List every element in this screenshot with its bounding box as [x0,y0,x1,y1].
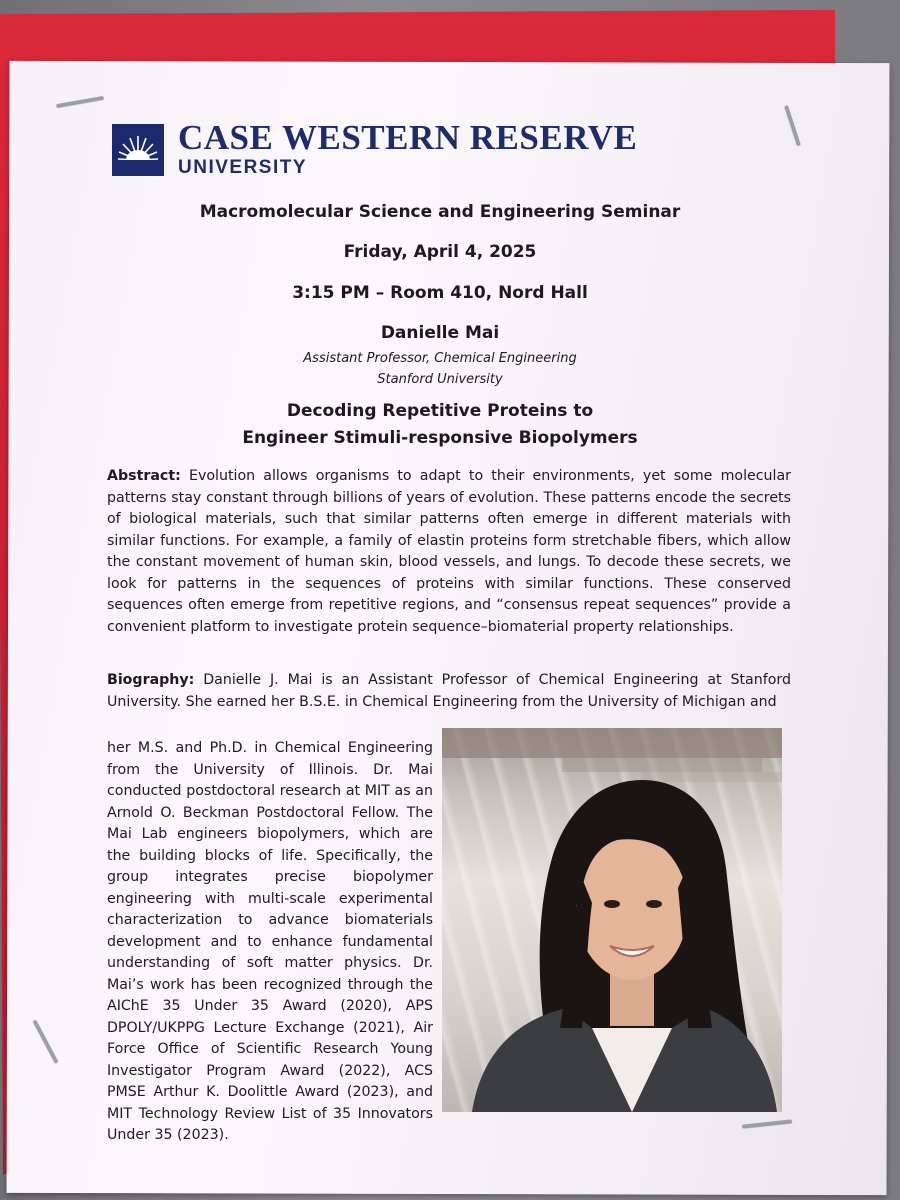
biography-column: her M.S. and Ph.D. in Chemical Engineering from the University of Illinois. Dr. Mai conducted postdoctoral research at MIT as an Arnold O. Beckman Postdoctoral Fellow. The Mai Lab engineers biopolymers, which are the building blocks of life. Specifically, the group integrates precise biopolymer engineering with multi-scale experimental characterization to advance biomaterials development and to enhance fundamental understanding of soft matter physics. Dr. Mai’s work has been recognized through the AIChE 35 Under 35 Award (2020), APS DPOLY/UKPPG Lecture Exchange (2021), Air Force Office of Scientific Research Young Investigator Program Award (2022), ACS PMSE Arthur K. Doolittle Award (2023), and MIT Technology Review List of 35 Innovators Under 35 (2023). [107,740,433,1143]
speaker-name: Danielle Mai [380,323,500,343]
university-wordmark [178,118,637,178]
talk-title-line2: Engineer Stimuli-responsive Biopolymers [242,428,638,448]
talk-title-line1: Decoding Repetitive Proteins to [286,401,594,421]
sunburst-seal-icon [112,124,164,176]
event-date: Friday, April 4, 2025 [343,242,537,262]
event-time-location: 3:15 PM – Room 410, Nord Hall [292,283,588,303]
university-logo [112,118,672,180]
university-subname: UNIVERSITY [178,157,308,178]
university-name: CASE WESTERN RESERVE [178,118,638,157]
biography-paragraph [107,670,791,713]
abstract-label: Abstract: [107,468,181,484]
talk-title [120,398,760,452]
abstract-text: Evolution allows organisms to adapt to their environments, yet some molecular patterns stay constant through billions of years of evolution. These patterns encode the secrets of biological materials, such that similar patterns often emerge in different materials with similar functions. For example, a family of elastin proteins form stretchable fibers, which allow the constant movement of human skin, blood vessels, and lungs. To decode these secrets, we look for patterns in the sequences of proteins with similar functions. These conserved sequences often emerge from repetitive regions, and “consensus repeat sequences” provide a convenient platform to investigate protein sequence–biomaterial property relationships. [107,468,791,635]
abstract-paragraph [107,466,791,638]
speaker-photo [442,728,782,1112]
speaker-affiliation: Stanford University [377,372,503,387]
speaker-title: Assistant Professor, Chemical Engineering [303,351,577,366]
seminar-series: Macromolecular Science and Engineering Seminar [199,202,681,222]
biography-text-top: Danielle J. Mai is an Assistant Professor of Chemical Engineering at Stanford University. She earned her B.S.E. in Chemical Engineering from the University of Michigan and [107,672,791,710]
speaker-role [120,348,760,390]
biography-label: Biography: [107,672,195,688]
